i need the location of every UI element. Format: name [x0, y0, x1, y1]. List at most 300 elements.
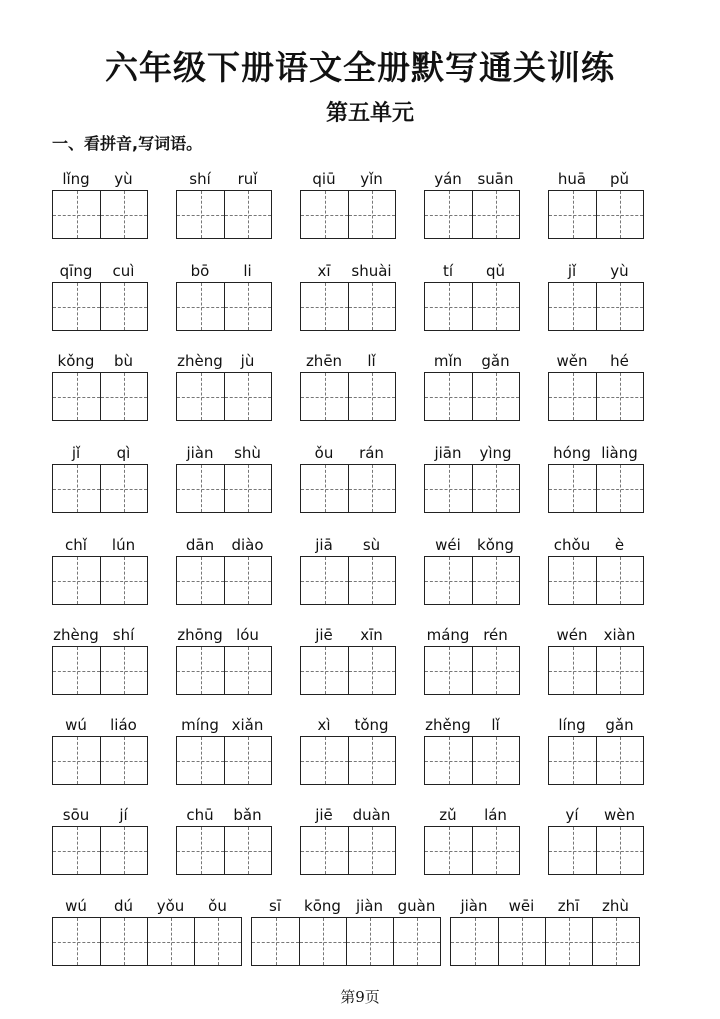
writing-boxes	[176, 826, 272, 875]
pinyin-line	[424, 348, 520, 370]
pinyin-line	[424, 712, 520, 734]
pinyin-syllable: jiàn	[460, 897, 488, 915]
pinyin-line	[548, 166, 644, 188]
word-item	[52, 802, 148, 875]
tianzige-box[interactable]	[100, 465, 147, 512]
tianzige-box[interactable]	[549, 191, 596, 238]
word-item	[251, 893, 441, 966]
tianzige-box[interactable]	[53, 191, 100, 238]
word-item	[176, 802, 272, 875]
pinyin-syllable: xīn	[360, 626, 383, 644]
writing-boxes	[52, 736, 148, 785]
page-title: 六年级下册语文全册默写通关训练	[105, 48, 615, 87]
pinyin-syllable: tǒng	[354, 716, 389, 734]
word-item	[548, 166, 644, 239]
writing-boxes	[548, 372, 644, 421]
pinyin-syllable: zhù	[602, 897, 629, 915]
tianzige-box[interactable]	[425, 557, 472, 604]
pinyin-syllable: hóng	[553, 444, 591, 462]
word-item	[300, 622, 396, 695]
pinyin-syllable: è	[614, 536, 625, 554]
word-item	[424, 622, 520, 695]
writing-boxes	[424, 282, 520, 331]
word-item	[176, 532, 272, 605]
word-item	[176, 166, 272, 239]
tianzige-box[interactable]	[549, 283, 596, 330]
pinyin-syllable: sōu	[62, 806, 90, 824]
pinyin-line	[424, 532, 520, 554]
pinyin-line	[300, 712, 396, 734]
tianzige-box[interactable]	[301, 191, 348, 238]
pinyin-syllable: ǒu	[314, 444, 334, 462]
tianzige-box[interactable]	[53, 918, 100, 965]
word-item	[548, 532, 644, 605]
tianzige-box[interactable]	[472, 557, 519, 604]
pinyin-syllable: qǔ	[485, 262, 506, 280]
pinyin-syllable: suān	[477, 170, 514, 188]
pinyin-line	[176, 802, 272, 824]
word-item	[300, 712, 396, 785]
pinyin-line	[176, 532, 272, 554]
tianzige-box[interactable]	[425, 191, 472, 238]
tianzige-box[interactable]	[53, 373, 100, 420]
pinyin-syllable: jǐ	[567, 262, 577, 280]
writing-boxes	[52, 556, 148, 605]
writing-boxes	[52, 826, 148, 875]
word-item	[52, 440, 148, 513]
tianzige-box[interactable]	[596, 737, 643, 784]
pinyin-syllable: huā	[557, 170, 587, 188]
pinyin-syllable: bō	[190, 262, 210, 280]
pinyin-syllable: jiā	[315, 536, 333, 554]
pinyin-syllable: hé	[610, 352, 629, 370]
pinyin-syllable: yǐn	[360, 170, 383, 188]
pinyin-syllable: yí	[565, 806, 579, 824]
tianzige-box[interactable]	[472, 827, 519, 874]
pinyin-syllable: bǎn	[233, 806, 262, 824]
tianzige-box[interactable]	[393, 918, 440, 965]
word-item	[52, 532, 148, 605]
tianzige-box[interactable]	[592, 918, 639, 965]
pinyin-line	[548, 258, 644, 280]
writing-boxes	[52, 372, 148, 421]
pinyin-line	[300, 532, 396, 554]
tianzige-box[interactable]	[425, 647, 472, 694]
pinyin-syllable: shí	[112, 626, 135, 644]
tianzige-box[interactable]	[224, 465, 271, 512]
exercise-instruction: 一、看拼音,写词语。	[52, 134, 203, 153]
pinyin-syllable: ruǐ	[237, 170, 258, 188]
word-item	[424, 532, 520, 605]
pinyin-syllable: qīng	[59, 262, 93, 280]
writing-boxes	[52, 190, 148, 239]
writing-boxes	[424, 556, 520, 605]
writing-boxes	[176, 646, 272, 695]
tianzige-box[interactable]	[498, 918, 545, 965]
word-item	[548, 802, 644, 875]
pinyin-line	[176, 258, 272, 280]
pinyin-syllable: wén	[556, 626, 588, 644]
pinyin-line	[52, 712, 148, 734]
writing-boxes	[548, 736, 644, 785]
page-number: 第9页	[340, 988, 380, 1006]
writing-boxes	[300, 190, 396, 239]
tianzige-box[interactable]	[425, 373, 472, 420]
word-item	[300, 258, 396, 331]
word-item	[548, 258, 644, 331]
pinyin-syllable: xī	[317, 262, 331, 280]
tianzige-box[interactable]	[100, 737, 147, 784]
tianzige-box[interactable]	[100, 557, 147, 604]
pinyin-syllable: zhěng	[425, 716, 471, 734]
tianzige-box[interactable]	[472, 647, 519, 694]
pinyin-syllable: yù	[610, 262, 629, 280]
pinyin-line	[300, 622, 396, 644]
word-item	[300, 532, 396, 605]
writing-boxes	[548, 282, 644, 331]
word-item	[52, 893, 242, 966]
pinyin-line	[52, 166, 148, 188]
tianzige-box[interactable]	[301, 465, 348, 512]
tianzige-box[interactable]	[425, 283, 472, 330]
word-item	[52, 348, 148, 421]
tianzige-box[interactable]	[348, 647, 395, 694]
pinyin-line	[424, 166, 520, 188]
pinyin-line	[52, 622, 148, 644]
tianzige-box[interactable]	[549, 557, 596, 604]
pinyin-syllable: dú	[113, 897, 134, 915]
writing-boxes	[176, 190, 272, 239]
pinyin-line	[300, 258, 396, 280]
pinyin-syllable: bù	[113, 352, 134, 370]
writing-boxes	[176, 282, 272, 331]
pinyin-syllable: shí	[189, 170, 211, 188]
pinyin-syllable: tí	[442, 262, 454, 280]
word-item	[176, 712, 272, 785]
tianzige-box[interactable]	[301, 647, 348, 694]
tianzige-box[interactable]	[301, 283, 348, 330]
tianzige-box[interactable]	[53, 465, 100, 512]
tianzige-box[interactable]	[177, 647, 224, 694]
pinyin-syllable: lún	[111, 536, 136, 554]
tianzige-box[interactable]	[301, 827, 348, 874]
pinyin-syllable: li	[243, 262, 252, 280]
tianzige-box[interactable]	[100, 827, 147, 874]
pinyin-syllable: cuì	[112, 262, 135, 280]
tianzige-box[interactable]	[549, 737, 596, 784]
pinyin-syllable: xiàn	[603, 626, 636, 644]
tianzige-box[interactable]	[252, 918, 299, 965]
pinyin-syllable: zhī	[557, 897, 580, 915]
tianzige-box[interactable]	[53, 737, 100, 784]
writing-boxes	[424, 646, 520, 695]
tianzige-box[interactable]	[472, 283, 519, 330]
word-item	[176, 258, 272, 331]
tianzige-box[interactable]	[224, 647, 271, 694]
word-item	[450, 893, 640, 966]
tianzige-box[interactable]	[549, 465, 596, 512]
pinyin-syllable: qì	[116, 444, 131, 462]
pinyin-line	[176, 166, 272, 188]
tianzige-box[interactable]	[177, 373, 224, 420]
pinyin-line	[52, 893, 242, 915]
pinyin-syllable: wú	[65, 897, 87, 915]
tianzige-box[interactable]	[472, 191, 519, 238]
pinyin-syllable: jiàn	[186, 444, 214, 462]
writing-boxes	[52, 464, 148, 513]
pinyin-syllable: duàn	[352, 806, 391, 824]
tianzige-box[interactable]	[425, 737, 472, 784]
tianzige-box[interactable]	[53, 827, 100, 874]
writing-boxes	[300, 464, 396, 513]
tianzige-box[interactable]	[348, 827, 395, 874]
tianzige-box[interactable]	[224, 283, 271, 330]
word-item	[176, 622, 272, 695]
pinyin-line	[548, 532, 644, 554]
pinyin-syllable: kōng	[304, 897, 341, 915]
tianzige-box[interactable]	[301, 737, 348, 784]
pinyin-syllable: yù	[114, 170, 133, 188]
tianzige-box[interactable]	[224, 827, 271, 874]
tianzige-box[interactable]	[177, 737, 224, 784]
writing-boxes	[450, 917, 640, 966]
tianzige-box[interactable]	[53, 647, 100, 694]
tianzige-box[interactable]	[596, 191, 643, 238]
pinyin-line	[548, 802, 644, 824]
pinyin-syllable: jiē	[315, 806, 333, 824]
word-item	[424, 802, 520, 875]
tianzige-box[interactable]	[348, 191, 395, 238]
pinyin-syllable: chǒu	[553, 536, 591, 554]
word-item	[548, 622, 644, 695]
word-item	[52, 712, 148, 785]
pinyin-line	[300, 802, 396, 824]
pinyin-syllable: wēi	[508, 897, 535, 915]
pinyin-line	[548, 348, 644, 370]
tianzige-box[interactable]	[596, 557, 643, 604]
pinyin-syllable: qiū	[312, 170, 336, 188]
writing-boxes	[251, 917, 441, 966]
tianzige-box[interactable]	[53, 557, 100, 604]
tianzige-box[interactable]	[348, 283, 395, 330]
word-item	[424, 258, 520, 331]
tianzige-box[interactable]	[100, 373, 147, 420]
pinyin-syllable: jí	[119, 806, 128, 824]
pinyin-line	[424, 258, 520, 280]
word-item	[424, 166, 520, 239]
pinyin-line	[251, 893, 441, 915]
pinyin-line	[300, 440, 396, 462]
pinyin-syllable: wěn	[556, 352, 588, 370]
writing-boxes	[424, 372, 520, 421]
writing-boxes	[300, 736, 396, 785]
pinyin-syllable: wú	[65, 716, 87, 734]
pinyin-syllable: zhōng	[177, 626, 223, 644]
pinyin-syllable: sù	[362, 536, 381, 554]
pinyin-syllable: gǎn	[481, 352, 510, 370]
pinyin-syllable: jiē	[315, 626, 333, 644]
writing-boxes	[52, 917, 242, 966]
tianzige-box[interactable]	[194, 918, 241, 965]
writing-boxes	[424, 736, 520, 785]
pinyin-syllable: mǐn	[433, 352, 463, 370]
word-item	[52, 258, 148, 331]
writing-boxes	[424, 190, 520, 239]
pinyin-line	[450, 893, 640, 915]
writing-boxes	[548, 646, 644, 695]
word-item	[548, 712, 644, 785]
word-item	[424, 440, 520, 513]
pinyin-syllable: lǐ	[367, 352, 376, 370]
tianzige-box[interactable]	[224, 557, 271, 604]
tianzige-box[interactable]	[451, 918, 498, 965]
word-item	[176, 440, 272, 513]
tianzige-box[interactable]	[147, 918, 194, 965]
pinyin-syllable: jǐ	[71, 444, 81, 462]
tianzige-box[interactable]	[472, 465, 519, 512]
tianzige-box[interactable]	[100, 918, 147, 965]
pinyin-syllable: wèn	[603, 806, 635, 824]
word-item	[300, 166, 396, 239]
pinyin-syllable: rán	[359, 444, 384, 462]
tianzige-box[interactable]	[299, 918, 346, 965]
pinyin-line	[424, 802, 520, 824]
tianzige-box[interactable]	[224, 737, 271, 784]
tianzige-box[interactable]	[596, 373, 643, 420]
tianzige-box[interactable]	[596, 827, 643, 874]
tianzige-box[interactable]	[549, 647, 596, 694]
tianzige-box[interactable]	[472, 373, 519, 420]
writing-boxes	[548, 464, 644, 513]
word-item	[300, 440, 396, 513]
tianzige-box[interactable]	[346, 918, 393, 965]
tianzige-box[interactable]	[100, 283, 147, 330]
pinyin-syllable: xiǎn	[231, 716, 264, 734]
pinyin-line	[548, 440, 644, 462]
pinyin-line	[176, 712, 272, 734]
pinyin-line	[548, 712, 644, 734]
writing-boxes	[424, 464, 520, 513]
word-item	[300, 802, 396, 875]
word-item	[424, 712, 520, 785]
tianzige-box[interactable]	[596, 283, 643, 330]
tianzige-box[interactable]	[224, 373, 271, 420]
pinyin-line	[52, 802, 148, 824]
word-item	[52, 166, 148, 239]
tianzige-box[interactable]	[549, 373, 596, 420]
pinyin-syllable: diào	[231, 536, 264, 554]
pinyin-line	[176, 622, 272, 644]
pinyin-syllable: shù	[234, 444, 261, 462]
tianzige-box[interactable]	[301, 373, 348, 420]
tianzige-box[interactable]	[545, 918, 592, 965]
writing-boxes	[300, 826, 396, 875]
pinyin-line	[52, 348, 148, 370]
pinyin-line	[424, 440, 520, 462]
pinyin-syllable: lóu	[236, 626, 259, 644]
tianzige-box[interactable]	[177, 557, 224, 604]
pinyin-syllable: lán	[484, 806, 507, 824]
pinyin-syllable: yìng	[479, 444, 512, 462]
word-item	[300, 348, 396, 421]
tianzige-box[interactable]	[100, 647, 147, 694]
writing-boxes	[52, 282, 148, 331]
writing-boxes	[424, 826, 520, 875]
pinyin-syllable: jiān	[434, 444, 462, 462]
tianzige-box[interactable]	[596, 647, 643, 694]
writing-boxes	[300, 646, 396, 695]
tianzige-box[interactable]	[425, 465, 472, 512]
word-item	[52, 622, 148, 695]
pinyin-syllable: zǔ	[439, 806, 457, 824]
pinyin-syllable: shuài	[351, 262, 392, 280]
pinyin-syllable: jiàn	[355, 897, 384, 915]
writing-boxes	[548, 556, 644, 605]
tianzige-box[interactable]	[549, 827, 596, 874]
writing-boxes	[548, 190, 644, 239]
tianzige-box[interactable]	[177, 465, 224, 512]
pinyin-syllable: lǐng	[62, 170, 90, 188]
tianzige-box[interactable]	[177, 827, 224, 874]
tianzige-box[interactable]	[425, 827, 472, 874]
pinyin-syllable: ǒu	[208, 897, 227, 915]
pinyin-line	[424, 622, 520, 644]
writing-boxes	[176, 556, 272, 605]
pinyin-syllable: míng	[181, 716, 219, 734]
tianzige-box[interactable]	[348, 557, 395, 604]
pinyin-line	[52, 258, 148, 280]
pinyin-syllable: líng	[558, 716, 586, 734]
pinyin-syllable: gǎn	[605, 716, 634, 734]
tianzige-box[interactable]	[301, 557, 348, 604]
pinyin-syllable: wéi	[435, 536, 461, 554]
tianzige-box[interactable]	[348, 737, 395, 784]
pinyin-line	[52, 532, 148, 554]
word-item	[548, 348, 644, 421]
tianzige-box[interactable]	[472, 737, 519, 784]
pinyin-syllable: zhèng	[53, 626, 99, 644]
tianzige-box[interactable]	[100, 191, 147, 238]
pinyin-syllable: dān	[185, 536, 215, 554]
pinyin-line	[300, 166, 396, 188]
unit-heading: 第五单元	[325, 101, 414, 126]
tianzige-box[interactable]	[53, 283, 100, 330]
tianzige-box[interactable]	[348, 373, 395, 420]
pinyin-syllable: xì	[317, 716, 331, 734]
writing-boxes	[52, 646, 148, 695]
pinyin-syllable: jù	[240, 352, 255, 370]
pinyin-line	[176, 440, 272, 462]
pinyin-line	[52, 440, 148, 462]
pinyin-syllable: rén	[483, 626, 508, 644]
word-item	[424, 348, 520, 421]
tianzige-box[interactable]	[177, 191, 224, 238]
tianzige-box[interactable]	[348, 465, 395, 512]
pinyin-syllable: zhèng	[177, 352, 223, 370]
pinyin-syllable: lǐ	[491, 716, 500, 734]
pinyin-syllable: máng	[426, 626, 470, 644]
writing-boxes	[300, 282, 396, 331]
tianzige-box[interactable]	[224, 191, 271, 238]
pinyin-syllable: kǒng	[477, 536, 514, 554]
pinyin-syllable: sī	[269, 897, 281, 915]
word-item	[176, 348, 272, 421]
word-item	[548, 440, 644, 513]
pinyin-line	[176, 348, 272, 370]
tianzige-box[interactable]	[596, 465, 643, 512]
tianzige-box[interactable]	[177, 283, 224, 330]
writing-boxes	[176, 736, 272, 785]
